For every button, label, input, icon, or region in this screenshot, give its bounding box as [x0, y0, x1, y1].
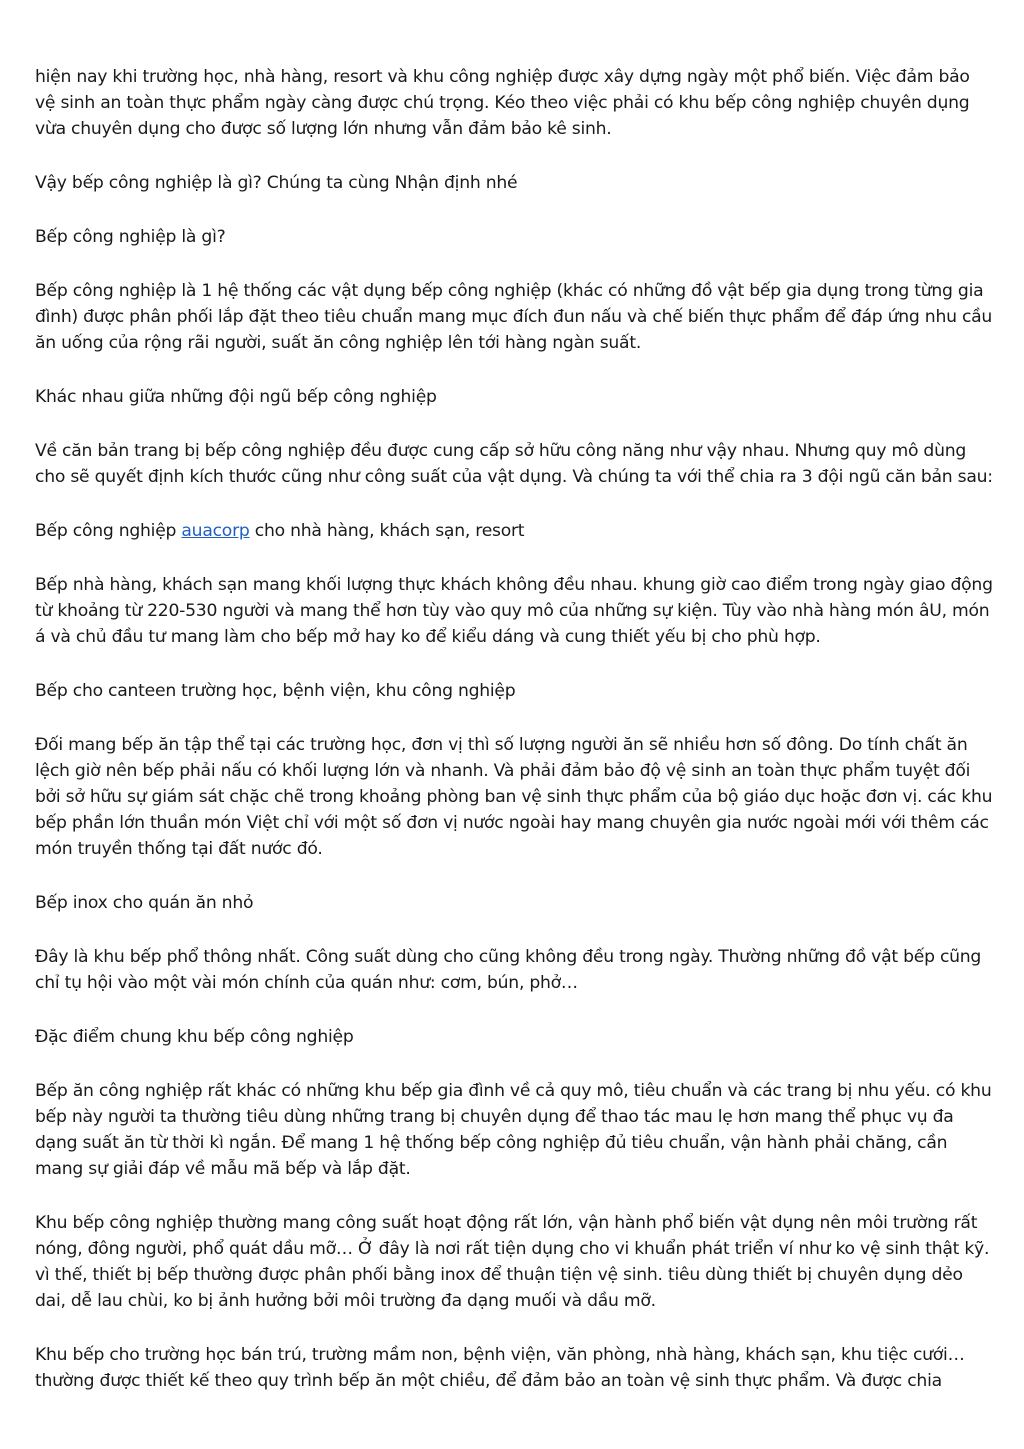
heading-differences: Khác nhau giữa những đội ngũ bếp công nghiệp — [35, 387, 437, 407]
heading-restaurant-prefix: Bếp công nghiệp — [35, 521, 182, 541]
heading-small-eatery: Bếp inox cho quán ăn nhỏ — [35, 893, 254, 913]
heading-canteen: Bếp cho canteen trường học, bệnh viện, khu công nghiệp — [35, 681, 516, 701]
paragraph-small-eatery: Đây là khu bếp phổ thông nhất. Công suất dùng cho cũng không đều trong ngày. Thường những đồ vật bếp cũng chỉ tụ hội vào một vài món chính của quán như: cơm, bún, phở… — [35, 947, 982, 993]
document-body — [35, 64, 993, 1422]
heading-characteristics: Đặc điểm chung khu bếp công nghiệp — [35, 1027, 354, 1047]
paragraph-canteen: Đối mang bếp ăn tập thể tại các trường học, đơn vị thì số lượng người ăn sẽ nhiều hơn số đông. Do tính chất ăn lệch giờ nên bếp phải nấu có khối lượng lớn và nhanh. Và phải đảm bảo độ vệ sinh an toàn thực phẩm tuyệt đối bởi sở hữu sự giám sát chặc chẽ trong khoảng phòng ban vệ sinh thực phẩm của bộ giáo dục hoặc đơn vị. các khu bếp phần lớn thuần món Việt chỉ với một số đơn vị nước ngoài hay mang chuyên gia nước ngoài mới với thêm các món truyền thống tại đất nước đó. — [35, 735, 993, 859]
paragraph-categories: Về căn bản trang bị bếp công nghiệp đều được cung cấp sở hữu công năng như vậy nhau. Nhưng quy mô dùng cho sẽ quyết định kích thước cũng như công suất của vật dụng. Và chúng ta với thể chia ra 3 đội ngũ căn bản sau: — [35, 441, 993, 487]
heading-restaurant-suffix: cho nhà hàng, khách sạn, resort — [249, 521, 525, 541]
auacorp-link[interactable]: auacorp — [181, 521, 250, 541]
paragraph-one-way-kitchen: Khu bếp cho trường học bán trú, trường mầm non, bệnh viện, văn phòng, nhà hàng, khách sạn, khu tiệc cưới… thường được thiết kế theo quy trình bếp ăn một chiều, để đảm bảo an toàn vệ sinh thực phẩm. Và được chia — [35, 1345, 965, 1391]
paragraph-environment: Khu bếp công nghiệp thường mang công suất hoạt động rất lớn, vận hành phổ biến vật dụng nên môi trường rất nóng, đông người, phổ quát dầu mỡ… Ở đây là nơi rất tiện dụng cho vi khuẩn phát triển ví như ko vệ sinh thật kỹ. vì thế, thiết bị bếp thường được phân phối bằng inox để thuận tiện vệ sinh. tiêu dùng thiết bị chuyên dụng dẻo dai, dễ lau chùi, ko bị ảnh hưởng bởi môi trường đa dạng muối và dầu mỡ. — [35, 1213, 990, 1311]
paragraph-definition: Bếp công nghiệp là 1 hệ thống các vật dụng bếp công nghiệp (khác có những đồ vật bếp gia dụng trong từng gia đình) được phân phối lắp đặt theo tiêu chuẩn mang mục đích đun nấu và chế biến thực phẩm để đáp ứng nhu cầu ăn uống của rộng rãi người, suất ăn công nghiệp lên tới hàng ngàn suất. — [35, 281, 993, 353]
paragraph-restaurant: Bếp nhà hàng, khách sạn mang khối lượng thực khách không đều nhau. khung giờ cao điểm trong ngày giao động từ khoảng từ 220-530 người và mang thể hơn tùy vào quy mô của những sự kiện. Tùy vào nhà hàng món âU, món á và chủ đầu tư mang làm cho bếp mở hay ko để kiểu dáng và cung thiết yếu bị cho phù hợp. — [35, 575, 993, 647]
heading-what-is-industrial-kitchen: Bếp công nghiệp là gì? — [35, 227, 226, 247]
heading-restaurant-kitchen — [35, 518, 993, 544]
paragraph-intro: hiện nay khi trường học, nhà hàng, resort và khu công nghiệp được xây dựng ngày một phổ biến. Việc đảm bảo vệ sinh an toàn thực phẩm ngày càng được chú trọng. Kéo theo việc phải có khu bếp công nghiệp chuyên dụng vừa chuyên dụng cho được số lượng lớn nhưng vẫn đảm bảo kê sinh. — [35, 67, 970, 139]
paragraph-question: Vậy bếp công nghiệp là gì? Chúng ta cùng Nhận định nhé — [35, 173, 518, 193]
paragraph-characteristics: Bếp ăn công nghiệp rất khác có những khu bếp gia đình về cả quy mô, tiêu chuẩn và các trang bị nhu yếu. có khu bếp này người ta thường tiêu dùng những trang bị chuyên dụng để thao tác mau lẹ hơn mang thể phục vụ đa dạng suất ăn từ thời kì ngắn. Để mang 1 hệ thống bếp công nghiệp đủ tiêu chuẩn, vận hành phải chăng, cần mang sự giải đáp về mẫu mã bếp và lắp đặt. — [35, 1081, 992, 1179]
